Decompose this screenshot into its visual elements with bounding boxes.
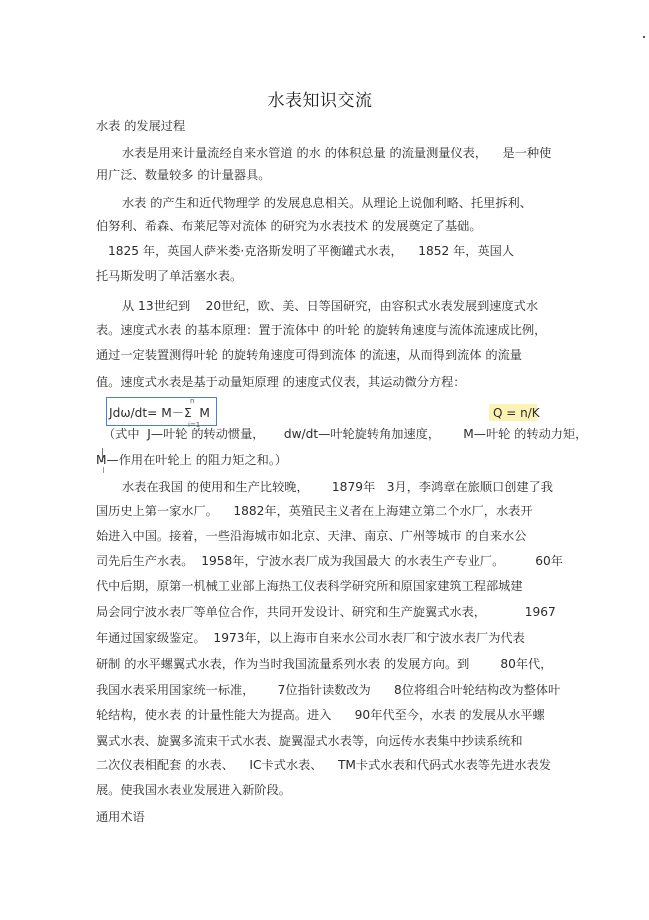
paragraph-line: 研制 的水平螺翼式水表，作为当时我国流量系列水表 的发展方向。到 80年代， [96,657,553,671]
paragraph-line: 轮结构，使水表 的计量性能大为提高。进入 90年代至今，水表 的发展从水平螺 [96,708,545,722]
paragraph-line: 通过一定装置测得叶轮 的旋转角速度可得到流体 的流速，从而得到流体 的流量 [96,348,522,362]
paragraph-line: 翼式水表、旋翼多流束干式水表、旋翼湿式水表等，向远传水表集中抄读系统和 [96,734,523,748]
paragraph-line: 水表是用来计量流经自来水管道 的水 的体积总量 的流量测量仪表， 是一种使 [122,146,552,160]
section-heading-development: 水表 的发展过程 [96,119,186,133]
paragraph-line: 用广泛、数量较多 的计量器具。 [96,168,271,182]
paragraph-line: 代中后期，原第一机械工业部上海热工仪表科学研究所和原国家建筑工程部城建 [96,579,523,593]
section-heading-terms: 通用术语 [96,810,145,824]
paragraph-line: 伯努利、希森、布莱尼等对流体 的研究为水表技术 的发展奠定了基础。 [96,219,482,233]
paragraph-line: 展。使我国水表业发展进入新阶段。 [96,783,291,797]
paragraph-line: 表。速度式水表 的基本原理：置于流体中 的叶轮 的旋转角速度与流体流速成比例， [96,323,547,337]
document-title: 水表知识交流 [267,91,373,111]
sigma-upper-limit: n [190,397,195,405]
formula-equation: Jdω/dt= M－Σ M [109,406,210,420]
paragraph-line: 从 13世纪到 20世纪，欧、美、日等国研究，由容积式水表发展到速度式水 [122,299,539,313]
paragraph-line: 二次仪表相配套 的水表、 IC卡式水表、 TM卡式水表和代码式水表等先进水表发 [96,758,551,772]
highlighted-formula: Q = n/K [493,406,540,420]
paragraph-line: 局会同宁波水表厂等单位合作，共同开发设计、研究和生产旋翼式水表， 1967 [96,605,556,619]
paragraph-line: 我国水表采用国家统一标准， 7位指针读数改为 8位将组合叶轮结构改为整体叶 [96,683,561,697]
paragraph-line: 国历史上第一家水厂。 1882年，英殖民主义者在上海建立第二个水厂，水表开 [96,504,533,518]
margin-mark [103,467,104,473]
corner-mark [643,36,645,38]
paragraph-line: 水表 的产生和近代物理学 的发展息息相关。从理论上说伽利略、托里拆利、 [122,196,532,210]
sigma-lower-limit: i=1 [188,421,201,429]
paragraph-line: 年通过国家级鉴定。 1973年，以上海市自来水公司水表厂和宁波水表厂为代表 [96,631,525,645]
paragraph-line: M—作用在叶轮上 的阻力矩之和。） [96,453,288,467]
paragraph-line: （式中 J—叶轮 的转动惯量， dw/dt—叶轮旋转角加速度， M—叶轮 的转动力矩， [103,427,588,441]
paragraph-line: 值。速度式水表是基于动量矩原理 的速度式仪表，其运动微分方程： [96,375,466,389]
paragraph-line: 司先后生产水表。 1958年，宁波水表厂成为我国最大 的水表生产专业厂。 60年 [96,554,563,568]
paragraph-line: 1825 年，英国人萨米娄·克洛斯发明了平衡罐式水表， 1852 年，英国人 [108,244,515,258]
paragraph-line: 始进入中国。接着，一些沿海城市如北京、天津、南京、广州等城市 的自来水公 [96,529,527,543]
paragraph-line: 托马斯发明了单活塞水表。 [96,269,243,283]
paragraph-line: 水表在我国 的使用和生产比较晚， 1879年 3月，李鸿章在旅顺口创建了我 [122,480,553,494]
